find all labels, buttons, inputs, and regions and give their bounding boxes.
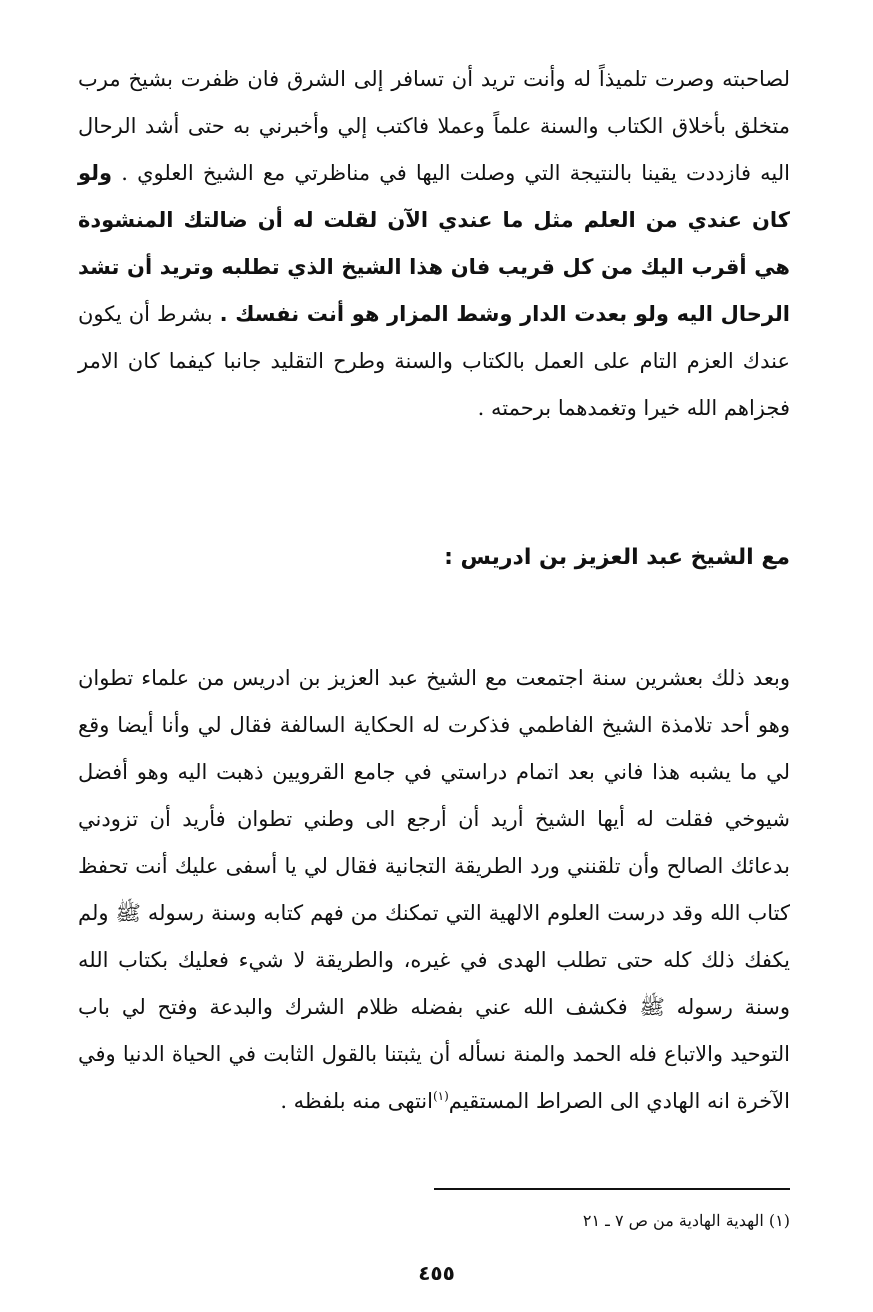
paragraph-2-text: وبعد ذلك بعشرين سنة اجتمعت مع الشيخ عبد العزيز بن ادريس من علماء تطوان وهو أحد تلامذة الشيخ الفاطمي فذكرت له الحكاية السالفة فقال لي وأنا أيضا وقع لي ما يشبه هذا فاني بعد اتمام دراستي في جامع القرويين ذهبت اليه وهو أفضل شيوخي فقلت له أيها الشيخ أريد أن أرجع الى وطني تطوان فأريد أن تزودني بدعائك الصالح وأن تلقنني ورد الطريقة التجانية فقال لي يا أسفى عليك أنت تحفظ كتاب الله وقد درست العلوم الالهية التي تمكنك من فهم كتابه وسنة رسوله ﷺ ولم يكفك ذلك كله حتى تطلب الهدى في غيره، والطريقة لا شيء فعليك بكتاب الله وسنة رسوله ﷺ فكشف الله عني بفضله ظلام الشرك والبدعة وفتح لي باب التوحيد والاتباع فله الحمد والمنة نسأله أن يثبتنا بالقول الثابت في الحياة الدنيا وفي الآخرة انه الهادي الى الصراط المستقيم <box>78 666 790 1113</box>
paragraph-1-text-end: بشرط أن يكون عندك العزم التام على العمل بالكتاب والسنة وطرح التقليد جانبا كيفما كان الامر فجزاهم الله خيرا وتغمدهما برحمته . <box>78 302 790 420</box>
paragraph-1-bold-text: ولو كان عندي من العلم مثل ما عندي الآن لقلت له أن ضالتك المنشودة هي أقرب اليك من كل قريب فان هذا الشيخ الذي تطلبه وتريد أن تشد الرحال اليه ولو بعدت الدار وشط المزار هو أنت نفسك . <box>78 161 790 326</box>
paragraph-2 <box>78 655 790 1125</box>
section-heading: مع الشيخ عبد العزيز بن ادريس : <box>444 545 790 570</box>
paragraph-1-text-start: لصاحبته وصرت تلميذاً له وأنت تريد أن تسافر إلى الشرق فان ظفرت بشيخ مرب متخلق بأخلاق الكتاب والسنة علماً وعملا فاكتب إلي وأخبرني به حتى أشد الرحال اليه فازددت يقينا بالنتيجة التي وصلت اليها في مناظرتي مع الشيخ العلوي . <box>78 67 790 185</box>
footnote: (١) الهدية الهادية من ص ٧ ـ ٢١ <box>582 1211 790 1230</box>
footnote-reference: (١) <box>432 1089 449 1103</box>
paragraph-1 <box>78 56 790 432</box>
footnote-divider <box>434 1188 790 1190</box>
page-number: ٤٥٥ <box>418 1261 455 1285</box>
paragraph-2-text-end: انتهى منه بلفظه . <box>280 1089 433 1113</box>
